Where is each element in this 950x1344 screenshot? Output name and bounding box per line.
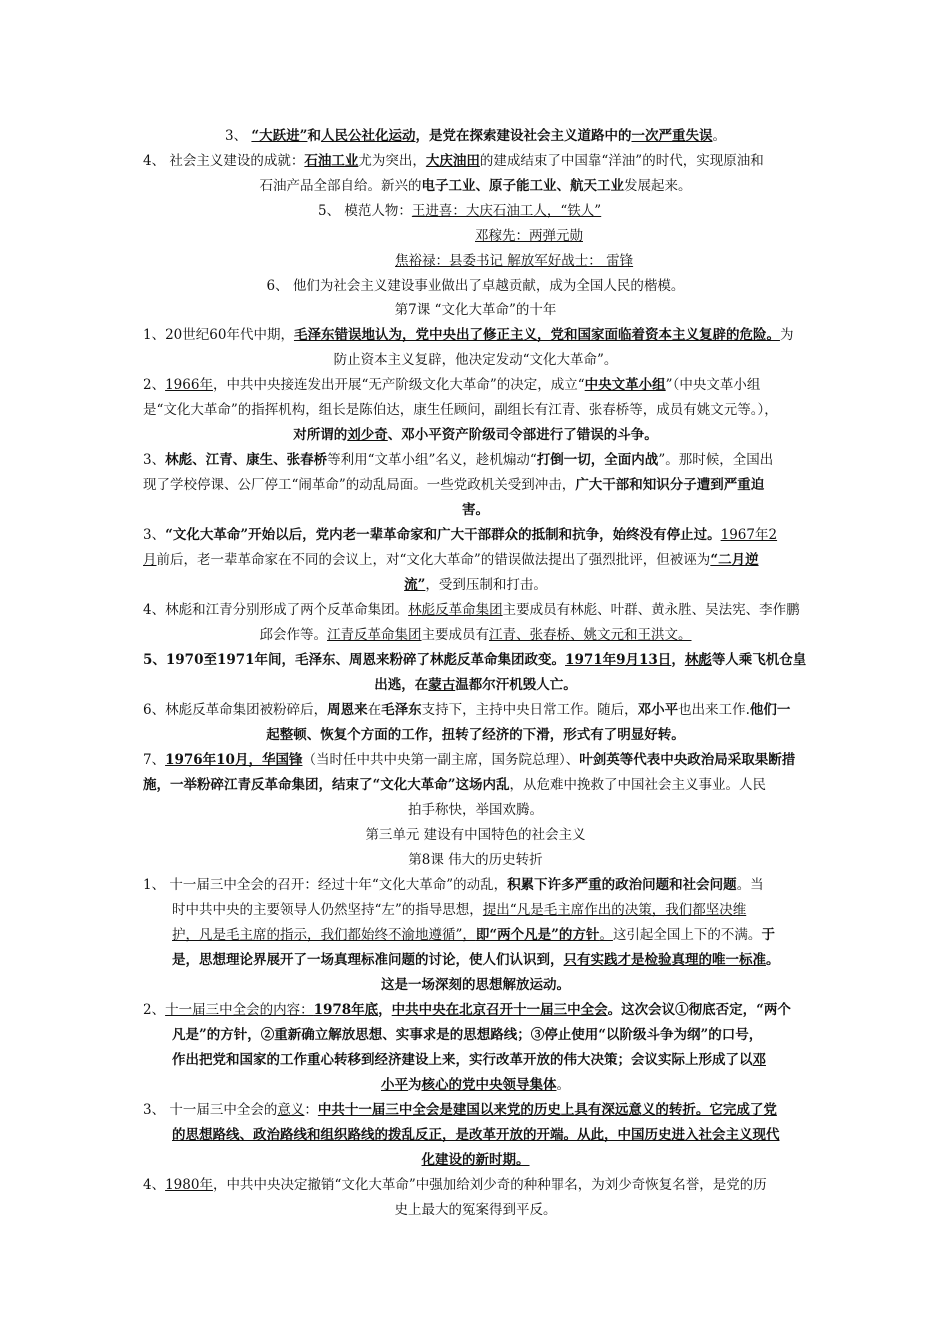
text-run: 是“文化大革命”的指挥机构，组长是陈伯达，康生任顾问，副组长有江青、张春桥等，成员有姚文元等。）， (143, 402, 778, 418)
text-run: 邓 (752, 1052, 766, 1068)
text-run: 5、 模范人物： (318, 203, 412, 219)
text-run: 1978年底 (313, 1002, 379, 1018)
text-run: 王进喜：大庆石油工人，“铁人” (411, 203, 602, 219)
text-run: 1、20世纪60年代中期， (143, 327, 294, 343)
point-4-continued (143, 176, 808, 196)
text-run: “文化大革命”开始以后，党内老一辈革命家和广大干部群众的抵制和抗争，始终没有停止过。 (165, 527, 721, 543)
l7-point-7-end (143, 800, 808, 820)
l7-point-3b-cont (143, 550, 808, 570)
text-run: 中共十一届三中全会是建国以来党的历史上具有深远意义的转折。它完成了党 (317, 1102, 777, 1118)
text-run: 意义 (277, 1102, 305, 1118)
text-run: 4、 (143, 1177, 166, 1193)
text-run: 化建设的新时期。 (421, 1152, 530, 1168)
l7-point-3a (143, 450, 808, 470)
l8-point-3-cont (172, 1125, 808, 1145)
l8-point-1-cont3 (172, 950, 808, 970)
text-run: 的建成结束了中国靠“洋油”的时代，实现原油和 (479, 153, 764, 169)
text-run: 1980年 (165, 1177, 213, 1193)
l7-point-2-end (143, 425, 808, 445)
text-run: 石油产品全部自给。新兴的 (259, 178, 422, 194)
text-run: 护，凡是毛主席的指示，我们都始终不渝地遵循”， (172, 927, 476, 943)
text-run: 林彪反革命集团 (408, 602, 503, 618)
text-run: 等人乘飞机仓皇 (711, 652, 807, 668)
text-run: 核心的党中央领导集体 (421, 1077, 557, 1093)
text-run: 提出“凡是毛主席作出的决策，我们都坚决维 (482, 902, 747, 918)
text-run: 3、 十一届三中全会的 (143, 1102, 278, 1118)
l7-point-1-cont (143, 350, 808, 370)
text-run: 月 (143, 552, 157, 568)
l8-point-4 (143, 1175, 808, 1195)
text-run: 石油工业 (304, 153, 359, 169)
lesson-8-title (143, 850, 808, 870)
text-run: 大庆油田 (425, 153, 480, 169)
text-run: 防止资本主义复辟，他决定发动“文化大革命”。 (333, 352, 618, 368)
text-run: （当时任中共中央第一副主席，国务院总理）、 (302, 752, 580, 768)
text-run: 蒙古 (428, 677, 456, 693)
text-run: ”（中央文革小组 (665, 377, 761, 393)
text-run: 也出来工作. (678, 702, 750, 718)
text-run: 1、 十一届三中全会的召开：经过十年“文化大革命”的动乱， (143, 877, 508, 893)
l8-point-1-cont2 (172, 925, 808, 945)
text-run: 在 (367, 702, 382, 718)
text-run: ， (378, 1002, 392, 1018)
text-run: ，中共中央决定撤销“文化大革命”中强加给刘少奇的种种罪名，为刘少奇恢复名誉，是党的历 (212, 1177, 767, 1193)
l7-point-5-cont (143, 675, 808, 695)
l8-point-1 (143, 875, 808, 895)
text-run: 1967年2 (720, 527, 778, 543)
text-run: 第三单元 建设有中国特色的社会主义 (365, 827, 586, 843)
text-run: 邓小平 (637, 702, 679, 718)
text-run: 周恩来 (327, 702, 368, 718)
l7-point-3a-cont (143, 475, 808, 495)
text-run: 起整顿、恢复个方面的工作，扭转了经济的下滑，形式有了明显好转。 (266, 727, 685, 743)
model-jiao-yulu-leifeng (395, 251, 795, 271)
point-3-great-leap (143, 126, 808, 146)
l7-point-3b-end (143, 575, 808, 595)
text-run: 于 (761, 927, 775, 943)
text-run: 5、1970至1971年间，毛泽东、周恩来粉碎了林彪反革命集团政变。 (143, 652, 566, 668)
text-run: 中央文革小组 (584, 377, 666, 393)
text-run: 广大干部和知识分子遭到严重迫 (575, 477, 765, 493)
l7-point-4 (143, 600, 808, 620)
text-run: 。 (712, 128, 726, 144)
l8-point-1-end (143, 975, 808, 995)
text-run: 中共中央在北京召开十一届三中全会 (391, 1002, 608, 1018)
text-run: 3、 (143, 452, 166, 468)
text-run: 2、 (143, 1002, 166, 1018)
text-run: 7、 (143, 752, 166, 768)
text-run: 流” (404, 577, 426, 593)
text-run: 6、 他们为社会主义建设事业做出了卓越贡献，成为全国人民的楷模。 (266, 278, 685, 294)
l8-point-3-end (143, 1150, 808, 1170)
text-run: 等利用“文革小组”名义，趁机煽动“ (327, 452, 537, 468)
text-run: 叶剑英等代表中央政治局采取果断措 (579, 752, 796, 768)
text-run: 4、 社会主义建设的成就： (143, 153, 305, 169)
text-run: 4、林彪和江青分别形成了两个反革命集团。 (143, 602, 409, 618)
l8-point-2 (143, 1000, 808, 1020)
text-run: 主要成员有林彪、叶群、黄永胜、吴法宪、李作鹏 (502, 602, 800, 618)
l7-point-2 (143, 375, 808, 395)
text-run: 是，思想理论界展开了一场真理标准问题的讨论，使人们认识到， (172, 952, 564, 968)
text-run: 主要成员有 (421, 627, 489, 643)
text-run: 小平 (381, 1077, 408, 1093)
point-5-models (318, 201, 818, 221)
text-run: “二月逆 (710, 552, 759, 568)
text-run: 支持下，主持中央日常工作。随后， (421, 702, 638, 718)
text-run: 对所谓的 (293, 427, 348, 443)
l8-point-2-end (143, 1075, 808, 1095)
l8-point-2-cont (172, 1025, 808, 1045)
l7-point-3a-end (143, 500, 808, 520)
text-run: 3、 (225, 128, 252, 144)
text-run: “大跃进” (251, 128, 308, 144)
text-run: 刘少奇 (347, 427, 388, 443)
text-run: ，从危难中挽救了中国社会主义事业。人民 (509, 777, 767, 793)
text-run: 毛泽东 (381, 702, 422, 718)
l8-point-4-end (143, 1200, 808, 1220)
text-run: 害。 (462, 502, 489, 518)
text-run: 林彪、江青、康生、张春桥 (165, 452, 328, 468)
text-run: 1966年 (165, 377, 213, 393)
text-run: 焦裕禄：县委书记 解放军好战士： 雷锋 (395, 253, 634, 269)
text-run: 、邓小平资产阶级司令部进行了错误的斗争。 (387, 427, 658, 443)
text-run: 和 (307, 128, 321, 144)
l7-point-3b (143, 525, 808, 545)
l7-point-5 (143, 650, 808, 670)
text-run: 电子工业、原子能工业、航天工业 (421, 178, 624, 194)
l7-point-7 (143, 750, 808, 770)
text-run: 拍手称快，举国欢腾。 (408, 802, 543, 818)
text-run: 。当 (736, 877, 764, 893)
point-4-achievements (143, 151, 808, 171)
text-run: 江青反革命集团 (327, 627, 422, 643)
l7-point-6-cont (143, 725, 808, 745)
text-run: 凡是”的方针，②重新确立解放思想、实事求是的思想路线；③停止使用“以阶级斗争为纲”的口号， (172, 1027, 763, 1043)
l8-point-1-cont (172, 900, 808, 920)
point-6-contribution (143, 276, 808, 296)
text-run: 江青、张春桥、姚文元和王洪文。 (489, 627, 692, 643)
text-run: 。 (599, 927, 613, 943)
text-run: 邓稼先：两弹元勋 (475, 228, 583, 244)
text-run: 第7课 “文化大革命”的十年 (394, 302, 557, 318)
model-deng-jiaxian (475, 226, 775, 246)
text-run: 这是一场深刻的思想解放运动。 (381, 977, 570, 993)
text-run: 发展起来。 (624, 178, 692, 194)
l7-point-4-cont (143, 625, 808, 645)
text-run: 温都尔汗机毁人亡。 (455, 677, 577, 693)
text-run: 6、林彪反革命集团被粉碎后， (143, 702, 328, 718)
text-run: 即“两个凡是”的方针 (475, 927, 600, 943)
text-run: 作出把党和国家的工作重心转移到经济建设上来，实行改革开放的伟大决策；会议实际上形成了以 (172, 1052, 753, 1068)
text-run: 。 (556, 1077, 570, 1093)
l7-point-2-cont (143, 400, 808, 420)
lesson-7-title (143, 300, 808, 320)
text-run: ： (304, 1102, 318, 1118)
text-run: 一次严重失误 (631, 128, 713, 144)
text-run: 史上最大的冤案得到平反。 (394, 1202, 557, 1218)
text-run: 时中共中央的主要领导人仍然坚持“左”的指导思想， (172, 902, 483, 918)
text-run: 打倒一切，全面内战 (536, 452, 659, 468)
text-run: 。 (766, 952, 780, 968)
l7-point-1 (143, 325, 808, 345)
text-run: 。这次会议①彻底否定，“两个 (607, 1002, 791, 1018)
text-run: 积累下许多严重的政治问题和社会问题 (507, 877, 737, 893)
text-run: ”。那时候，全国出 (658, 452, 774, 468)
l7-point-7-cont (143, 775, 808, 795)
text-run: ，中共中央接连发出开展“无产阶级文化大革命”的决定，成立“ (212, 377, 585, 393)
l8-point-3 (143, 1100, 808, 1120)
text-run: 这引起全国上下的不满。 (612, 927, 762, 943)
l8-point-2-cont2 (172, 1050, 808, 1070)
text-run: 3、 (143, 527, 166, 543)
text-run: 为 (408, 1077, 422, 1093)
text-run: 只有实践才是检验真理的唯一标准 (563, 952, 766, 968)
text-run: 为 (779, 327, 794, 343)
text-run: 毛泽东错误地认为，党中央出了修正主义，党和国家面临着资本主义复辟的危险。 (293, 327, 780, 343)
text-run: 十一届三中全会的内容： (165, 1002, 314, 1018)
text-run: 出逃，在 (374, 677, 429, 693)
text-run: 人民公社化运动 (320, 128, 416, 144)
text-run: 现了学校停课、公厂停工“闹革命”的动乱局面。一些党政机关受到冲击， (143, 477, 576, 493)
text-run: 邱会作等。 (259, 627, 327, 643)
text-run: 2、 (143, 377, 166, 393)
text-run: ， (671, 652, 685, 668)
text-run: 施，一举粉碎江青反革命集团，结束了“文化大革命”这场内乱 (143, 777, 510, 793)
text-run: ，是党在探索建设社会主义道路中的 (415, 128, 632, 144)
unit-3-title (143, 825, 808, 845)
text-run: 前后，老一辈革命家在不同的会议上，对“文化大革命”的错误做法提出了强烈批评，但被诬为 (156, 552, 711, 568)
text-run: 1976年10月，华国锋 (165, 752, 303, 768)
text-run: 尤为突出， (358, 153, 426, 169)
text-run: 的思想路线、政治路线和组织路线的拨乱反正，是改革开放的开端。从此，中国历史进入社会主义现代 (172, 1127, 780, 1143)
text-run: 他们一 (749, 702, 791, 718)
l7-point-6 (143, 700, 808, 720)
text-run: 第8课 伟大的历史转折 (408, 852, 543, 868)
text-run: 1971年9月13日 (565, 652, 672, 668)
text-run: ，受到压制和打击。 (425, 577, 547, 593)
text-run: 林彪 (684, 652, 712, 668)
